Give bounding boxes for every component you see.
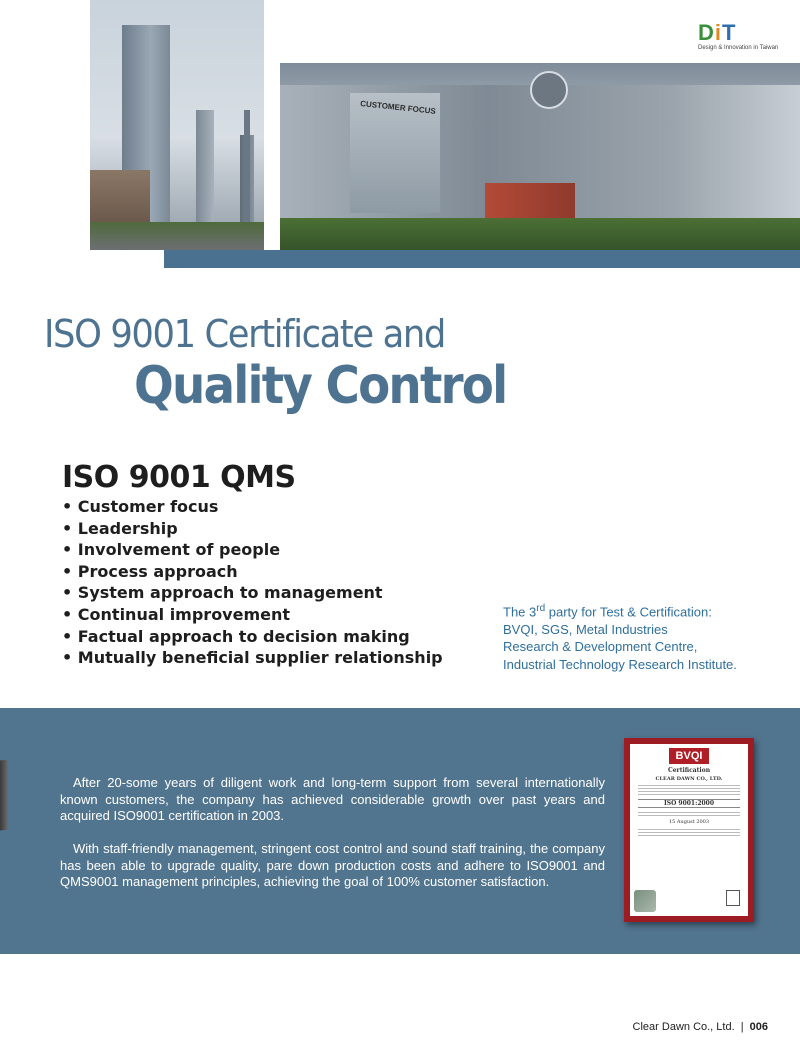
qms-heading: ISO 9001 QMS — [62, 460, 296, 495]
statement-paragraph-2: With staff-friendly management, stringent cost control and sound staff training, the company has been able to upgrade quality, pare down production costs and adhere to ISO9001 and QMS9001 management principles, achieving the goal of 100% customer satisfaction. — [60, 841, 605, 889]
list-item: • Mutually beneficial supplier relationship — [62, 647, 443, 669]
list-item: • Involvement of people — [62, 539, 443, 561]
list-item: • Process approach — [62, 561, 443, 583]
page-footer: Clear Dawn Co., Ltd. | 006 — [632, 1021, 768, 1033]
page-title-line1: ISO 9001 Certificate and — [44, 312, 445, 356]
list-item: • Factual approach to decision making — [62, 626, 443, 648]
page-title-line2: Quality Control — [134, 356, 507, 416]
iso-certificate-image: BVQI Certification CLEAR DAWN CO., LTD. ISO 9001:2000 15 August 2003 — [624, 738, 754, 922]
list-item: • Customer focus — [62, 496, 443, 518]
list-item: • Continual improvement — [62, 604, 443, 626]
city-skyline-photo — [90, 0, 264, 250]
dit-logo — [698, 20, 779, 51]
third-party-note: The 3rd party for Test & Certification: BVQI, SGS, Metal Industries Research & Development Centre, Industrial Technology Research Institute. — [503, 603, 737, 672]
list-item: • System approach to management — [62, 582, 443, 604]
certificate-stamp — [726, 890, 740, 906]
decorative-edge — [0, 759, 8, 830]
factory-photo — [280, 63, 800, 250]
page-number: 006 — [749, 1021, 768, 1033]
header-accent-band — [164, 250, 800, 268]
certificate-seal — [634, 890, 656, 912]
dit-tagline: Design & Innovation in Taiwan — [698, 45, 779, 51]
statement-paragraph-1: After 20-some years of diligent work and long-term support from several internationally known customers, the company has achieved considerable growth over past years and acquired ISO9001 certification in 2003. — [60, 775, 605, 823]
customer-focus-sign: CUSTOMER FOCUS — [359, 99, 437, 116]
list-item: • Leadership — [62, 518, 443, 540]
footer-company: Clear Dawn Co., Ltd. — [632, 1021, 735, 1033]
bvqi-logo: BVQI — [669, 748, 709, 764]
qms-principles-list — [62, 496, 443, 669]
dit-logo-mark: DiT — [698, 20, 737, 45]
